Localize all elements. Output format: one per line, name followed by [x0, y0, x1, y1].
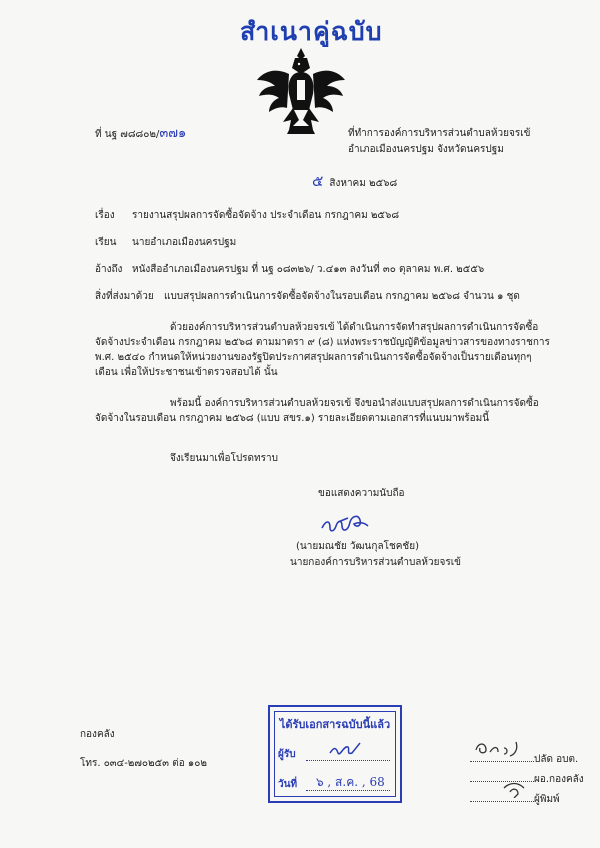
reference-text: หนังสืออำเภอเมืองนครปฐม ที่ นฐ ๐๘๓๒๖/ ว.๔๑๓ ลงวันที่ ๓๐ ตุลาคม พ.ศ. ๒๕๕๖	[132, 264, 485, 275]
receiver-signature-icon	[326, 739, 366, 759]
closing-request: จึงเรียนมาเพื่อโปรดทราบ	[170, 453, 278, 464]
office-address-line1: ที่ทำการองค์การบริหารส่วนตำบลห้วยจรเข้	[348, 128, 531, 139]
stamp-date-handwritten: ๖ , ส.ค. , 68	[316, 775, 385, 789]
closing-salutation: ขอแสดงความนับถือ	[318, 488, 405, 499]
enclosure-text: แบบสรุปผลการดำเนินการจัดซื้อจัดจ้างในรอบเดือน กรกฎาคม ๒๕๖๘ จำนวน ๑ ชุด	[164, 291, 520, 302]
footer-phone: โทร. ๐๓๔-๒๗๐๒๕๓ ต่อ ๑๐๒	[80, 758, 207, 769]
footer-department: กองคลัง	[80, 729, 115, 740]
body-p1-line3: พ.ศ. ๒๕๔๐ กำหนดให้หน่วยงานของรัฐปิดประกาศสรุปผลการดำเนินการจัดซื้อจัดจ้างเป็นรายเดือนทุกๆ	[95, 352, 532, 363]
approval-line-3: ผู้พิมพ์	[470, 793, 560, 806]
subject-text: รายงานสรุปผลการจัดซื้อจัดจ้าง ประจำเดือน กรกฎาคม ๒๕๖๘	[132, 210, 400, 221]
body-p2-line1: พร้อมนี้ องค์การบริหารส่วนตำบลห้วยจรเข้ จึงขอนำส่งแบบสรุปผลการดำเนินการจัดซื้อ	[170, 398, 539, 409]
handwritten-signature-icon	[318, 512, 380, 536]
doc-number: ที่ นฐ ๗๘๘๐๒/๓๗๑	[95, 126, 187, 141]
letter-date: ๕ สิงหาคม ๒๕๖๘	[312, 172, 398, 190]
approval-line-1: ปลัด อบต.	[470, 753, 578, 766]
signer-name: (นายมณชัย วัฒนกุลโชคชัย)	[296, 541, 419, 552]
to-label: เรียน	[95, 237, 117, 248]
doc-number-handwritten: ๓๗๑	[159, 126, 187, 141]
subject-label: เรื่อง	[95, 210, 115, 221]
body-p2-line2: จัดจ้างในรอบเดือน กรกฎาคม ๒๕๖๘ (แบบ สขร.๑) รายละเอียดตามเอกสารที่แนบมาพร้อมนี้	[95, 413, 490, 424]
enclosure-label: สิ่งที่ส่งมาด้วย	[95, 291, 154, 302]
body-p1-line1: ด้วยองค์การบริหารส่วนตำบลห้วยจรเข้ ได้ดำเนินการจัดทำสรุปผลการดำเนินการจัดซื้อ	[170, 322, 539, 333]
stamp-title: ได้รับเอกสารฉบับนี้แล้ว	[279, 718, 391, 731]
garuda-emblem-icon	[255, 44, 347, 138]
body-p1-line4: เดือน เพื่อให้ประชาชนเข้าตรวจสอบได้ นั้น	[95, 367, 278, 378]
stamp-receiver-label: ผู้รับ	[278, 749, 296, 760]
signer-position: นายกองค์การบริหารส่วนตำบลห้วยจรเข้	[290, 557, 461, 568]
reference-label: อ้างถึง	[95, 264, 123, 275]
body-p1-line2: จัดจ้างประจำเดือน กรกฎาคม ๒๕๖๘ ตามมาตรา ๙ (๘) แห่งพระราชบัญญัติข้อมูลข่าวสารของทางราชการ	[95, 337, 550, 348]
received-stamp	[268, 705, 402, 803]
office-address-line2: อำเภอเมืองนครปฐม จังหวัดนครปฐม	[348, 144, 504, 155]
approval-line-2: ผอ.กองคลัง	[470, 773, 584, 786]
to-text: นายอำเภอเมืองนครปฐม	[132, 237, 237, 248]
stamp-date-label: วันที่	[278, 779, 298, 790]
date-day-handwritten: ๕	[312, 172, 324, 190]
copy-title: สำเนาคู่ฉบับ	[240, 17, 383, 46]
